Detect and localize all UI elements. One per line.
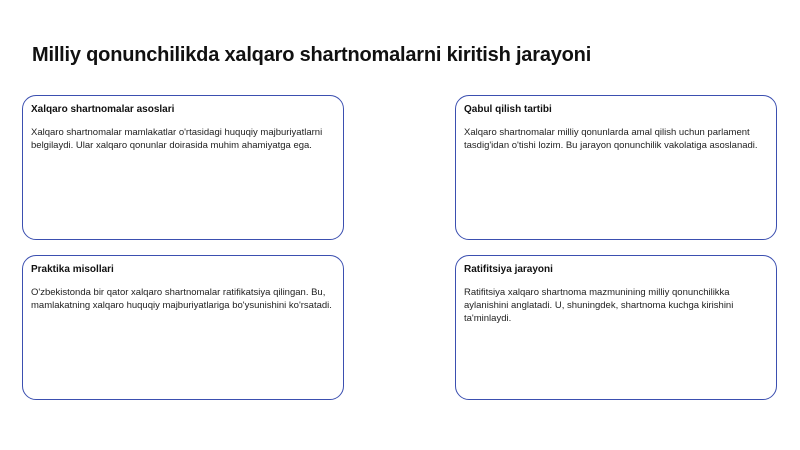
card-xalqaro-asoslari <box>22 95 344 240</box>
card-title: Praktika misollari <box>31 264 114 275</box>
card-title: Ratifitsiya jarayoni <box>464 264 553 275</box>
card-qabul-qilish-tartibi <box>455 95 777 240</box>
card-title: Xalqaro shartnomalar asoslari <box>31 104 175 115</box>
card-praktika-misollari <box>22 255 344 400</box>
card-body: Ratifitsiya xalqaro shartnoma mazmunining milliy qonunchilikka aylanishini anglatadi. U, shuningdek, shartnoma kuchga kirishini ta'minlaydi. <box>464 287 734 324</box>
card-body: Xalqaro shartnomalar milliy qonunlarda amal qilish uchun parlament tasdig'idan o'tishi lozim. Bu jarayon qonunchilik vakolatiga asoslanadi. <box>464 127 758 151</box>
card-body: Xalqaro shartnomalar mamlakatlar o'rtasidagi huquqiy majburiyatlarni belgilaydi. Ular xalqaro qonunlar doirasida muhim ahamiyatga ega. <box>31 127 323 151</box>
card-body: O'zbekistonda bir qator xalqaro shartnomalar ratifikatsiya qilingan. Bu, mamlakatning xalqaro huquqiy majburiyatlariga bo'ysunishini ko'rsatadi. <box>31 287 332 311</box>
card-ratifitsiya-jarayoni <box>455 255 777 400</box>
slide-title: Milliy qonunchilikda xalqaro shartnomalarni kiritish jarayoni <box>32 44 592 66</box>
card-title: Qabul qilish tartibi <box>464 104 552 115</box>
